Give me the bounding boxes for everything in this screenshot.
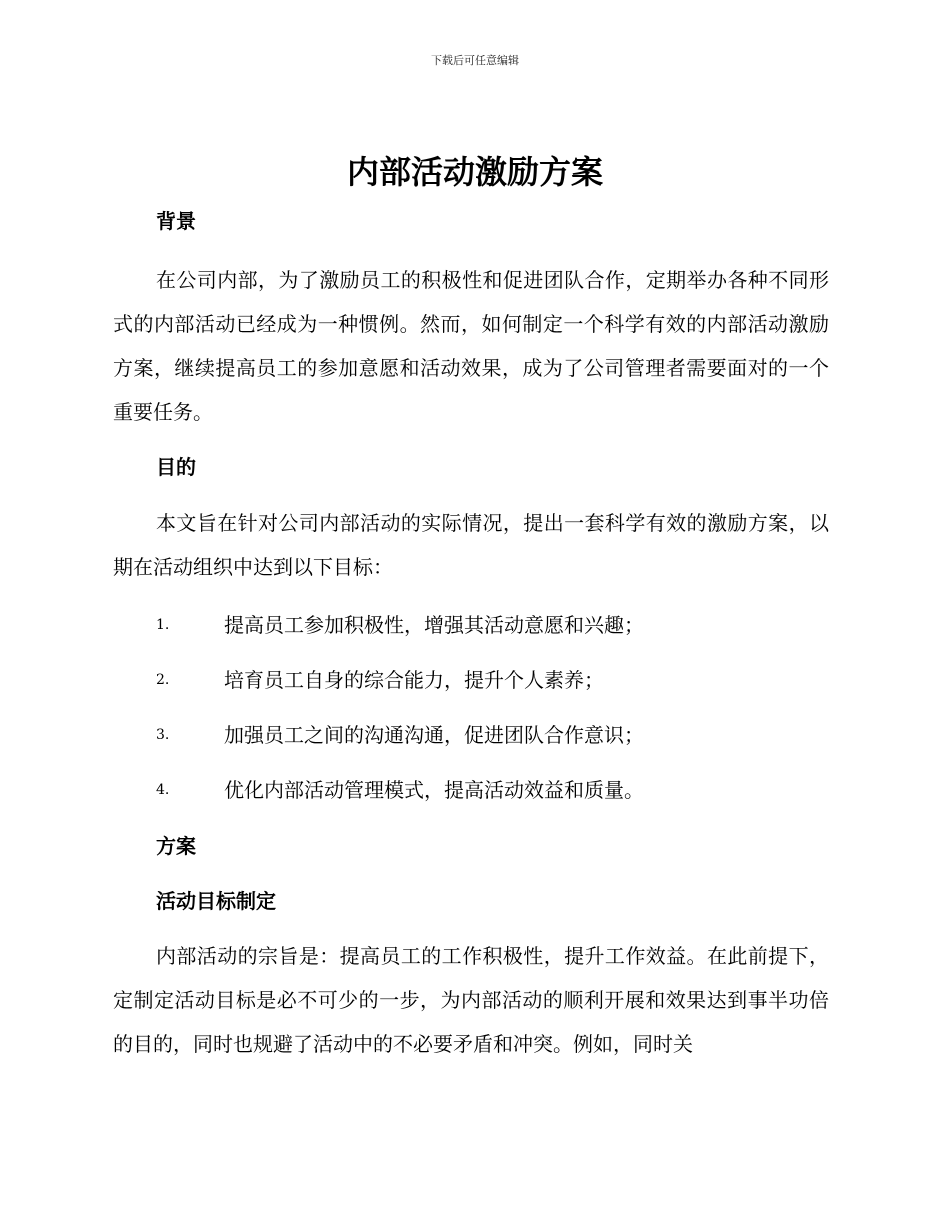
list-item-text: 优化内部活动管理模式，提高活动效益和质量。 <box>224 778 644 802</box>
list-item <box>113 763 829 818</box>
background-paragraph: 在公司内部，为了激励员工的积极性和促进团队合作，定期举办各种不同形式的内部活动已经成为一种惯例。然而，如何制定一个科学有效的内部活动激励方案，继续提高员工的参加意愿和活动效果，成为了公司管理者需要面对的一个重要任务。 <box>113 268 829 424</box>
subsection-heading-goal-setting: 活动目标制定 <box>156 889 276 913</box>
document-body <box>113 200 829 1066</box>
purpose-paragraph: 本文旨在针对公司内部活动的实际情况，提出一套科学有效的激励方案，以期在活动组织中达到以下目标： <box>113 511 829 579</box>
list-item-number: 1. <box>156 617 170 633</box>
section-heading-purpose: 目的 <box>156 455 196 479</box>
section-heading-background: 背景 <box>156 209 196 233</box>
list-item-text: 提高员工参加积极性，增强其活动意愿和兴趣； <box>224 613 644 637</box>
list-item-text: 加强员工之间的沟通沟通，促进团队合作意识； <box>224 723 644 747</box>
list-item-text: 培育员工自身的综合能力，提升个人素养； <box>224 668 604 692</box>
list-item-number: 2. <box>156 672 170 688</box>
document-title: 内部活动激励方案 <box>346 153 603 191</box>
section-heading-plan: 方案 <box>156 834 196 858</box>
header-note: 下载后可任意编辑 <box>431 54 519 67</box>
list-item-number: 4. <box>156 782 170 798</box>
plan-paragraph: 内部活动的宗旨是：提高员工的工作积极性，提升工作效益。在此前提下，定制定活动目标是必不可少的一步，为内部活动的顺利开展和效果达到事半功倍的目的，同时也规避了活动中的不必要矛盾和冲突。例如，同时关 <box>113 944 829 1056</box>
list-item <box>113 598 829 653</box>
list-item <box>113 708 829 763</box>
list-item-number: 3. <box>156 727 170 743</box>
goals-list <box>113 598 829 818</box>
list-item <box>113 653 829 708</box>
